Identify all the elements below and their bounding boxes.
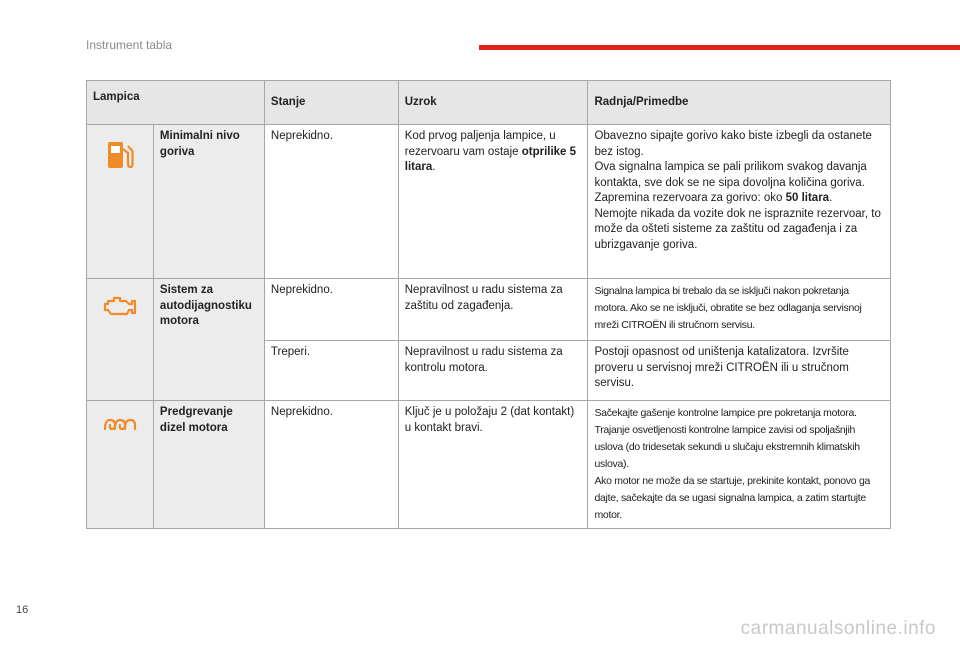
- engine-icon: [88, 293, 152, 319]
- icon-cell: [87, 401, 154, 529]
- uzrok-text-end: .: [432, 161, 436, 173]
- radnja-line: Ako motor ne može da se startuje, prekinite kontakt, ponovo ga dajte, sačekajte da se ugasi signalna lampica, a zatim startujte motor.: [594, 475, 871, 521]
- table-row-engine: [87, 279, 891, 341]
- lamp-radnja: [588, 401, 891, 529]
- lamp-stanje: Neprekidno.: [264, 125, 398, 279]
- lamp-stanje: Treperi.: [264, 341, 398, 401]
- page-number: 16: [16, 604, 29, 616]
- col-header-uzrok: Uzrok: [398, 81, 588, 125]
- uzrok-text: Kod prvog paljenja lampice, u rezervoaru vam ostaje: [404, 130, 556, 158]
- lamp-name: Minimalni nivo goriva: [153, 125, 264, 279]
- radnja-line: Ova signalna lampica se pali prilikom svakog davanja kontakta, sve dok se ne sipa dovoljna količina goriva.: [594, 161, 867, 189]
- radnja-line: Sačekajte gašenje kontrolne lampice pre pokretanja motora.: [594, 407, 857, 419]
- section-title: Instrument tabla: [86, 38, 173, 52]
- icon-cell: [87, 279, 154, 401]
- lamp-stanje: Neprekidno.: [264, 279, 398, 341]
- table-row-glow-plug: [87, 401, 891, 529]
- radnja-line: Nemojte nikada da vozite dok ne ispraznite rezervoar, to može da ošteti sisteme za zaštitu od zagađenja i za ubrizgavanje goriva.: [594, 207, 881, 251]
- lamp-name: Sistem za autodijagnostiku motora: [153, 279, 264, 401]
- radnja-line: [594, 191, 884, 207]
- radnja-line: Trajanje osvetljenosti kontrolne lampice zavisi od spoljašnjih uslova (do tridesetak sekundi u slučaju ekstremnih klimatskih uslova).: [594, 424, 860, 470]
- table-header-row: [87, 81, 891, 125]
- col-header-lampica: Lampica: [87, 81, 265, 125]
- glow-plug-icon: [88, 415, 152, 435]
- col-header-radnja: Radnja/Primedbe: [588, 81, 891, 125]
- table-row-fuel: [87, 125, 891, 279]
- icon-cell: [87, 125, 154, 279]
- lamp-uzrok: [398, 125, 588, 279]
- radnja-emphasis: 50 litara: [785, 192, 830, 204]
- lamp-radnja: Postoji opasnost od uništenja katalizatora. Izvršite proveru u servisnoj mreži CITROËN ili u stručnom servisu.: [588, 341, 891, 401]
- lamp-stanje: Neprekidno.: [264, 401, 398, 529]
- uzrok-emphasis: otprilike 5 litara: [404, 145, 577, 173]
- radnja-text: Zapremina rezervoara za gorivo: oko: [594, 192, 786, 204]
- watermark: carmanualsonline.info: [740, 618, 936, 639]
- col-header-stanje: Stanje: [264, 81, 398, 125]
- radnja-line: Obavezno sipajte gorivo kako biste izbegli da ostanete bez istog.: [594, 130, 872, 158]
- lamp-name: Predgrevanje dizel motora: [153, 401, 264, 529]
- lamp-radnja: Signalna lampica bi trebalo da se isključi nakon pokretanja motora. Ako se ne isključi, obratite se bez odlaganja servisnoj mreži CITROËN ili stručnom servisu.: [588, 279, 891, 341]
- lamp-uzrok: Nepravilnost u radu sistema za zaštitu od zagađenja.: [398, 279, 588, 341]
- fuel-pump-icon: [88, 139, 152, 171]
- section-accent-bar: [479, 45, 960, 50]
- lamp-radnja: [588, 125, 891, 279]
- warning-lamps-table: [86, 80, 891, 529]
- lamp-uzrok: Ključ je u položaju 2 (dat kontakt) u kontakt bravi.: [398, 401, 588, 529]
- lamp-uzrok: Nepravilnost u radu sistema za kontrolu motora.: [398, 341, 588, 401]
- radnja-text-end: .: [829, 192, 833, 204]
